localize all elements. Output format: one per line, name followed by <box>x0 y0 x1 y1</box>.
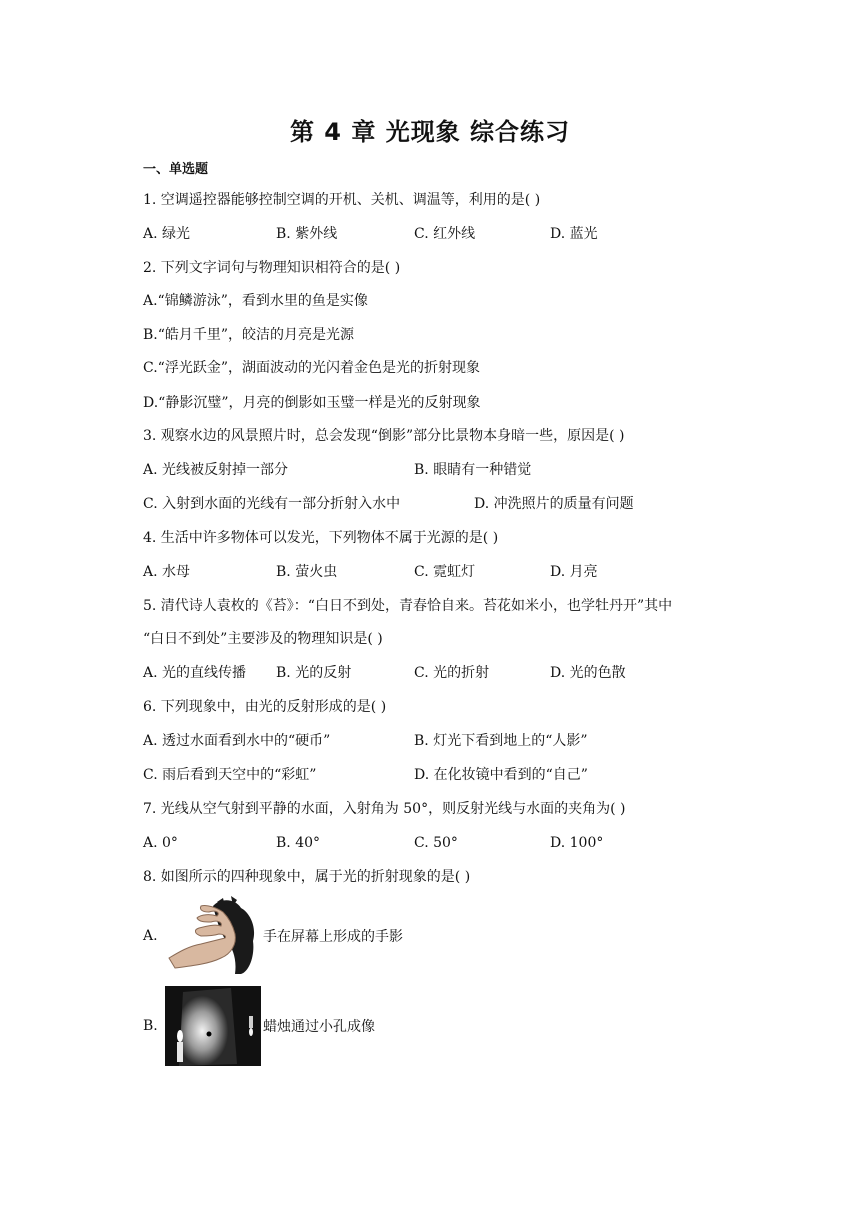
option-caption: 蜡烛通过小孔成像 <box>263 1019 375 1035</box>
option-label: A. <box>143 928 158 944</box>
question-1-stem: 1. 空调遥控器能够控制空调的开机、关机、调温等，利用的是( ) <box>143 192 541 208</box>
hand-shadow-photo-icon <box>165 896 261 976</box>
question-3-option-a[interactable]: A. 光线被反射掉一部分 <box>143 462 289 478</box>
question-2-option-b[interactable]: B.“皓月千里”，皎洁的月亮是光源 <box>143 327 355 343</box>
question-2-stem: 2. 下列文字词句与物理知识相符合的是( ) <box>143 260 401 276</box>
question-6-option-a[interactable]: A. 透过水面看到水中的“硬币” <box>143 733 331 749</box>
section-heading: 一、单选题 <box>143 162 209 177</box>
question-3-option-b[interactable]: B. 眼睛有一种错觉 <box>414 462 532 478</box>
question-1-option-b[interactable]: B. 紫外线 <box>276 226 338 242</box>
question-3-option-d[interactable]: D. 冲洗照片的质量有问题 <box>474 496 634 512</box>
question-1-option-d[interactable]: D. 蓝光 <box>550 226 598 242</box>
question-4-option-d[interactable]: D. 月亮 <box>550 564 598 580</box>
question-5-option-a[interactable]: A. 光的直线传播 <box>143 665 247 681</box>
question-6-option-d[interactable]: D. 在化妆镜中看到的“自己” <box>414 767 588 783</box>
question-8-option-b[interactable] <box>143 986 375 1066</box>
question-1-option-c[interactable]: C. 红外线 <box>414 226 476 242</box>
question-2-option-d[interactable]: D.“静影沉璧”，月亮的倒影如玉璧一样是光的反射现象 <box>143 395 481 411</box>
question-7-option-b[interactable]: B. 40° <box>276 835 321 851</box>
question-7-option-a[interactable]: A. 0° <box>143 835 178 851</box>
option-label: B. <box>143 1018 158 1034</box>
question-3-option-c[interactable]: C. 入射到水面的光线有一部分折射入水中 <box>143 496 401 512</box>
question-7-option-c[interactable]: C. 50° <box>414 835 458 851</box>
question-1-option-a[interactable]: A. 绿光 <box>143 226 191 242</box>
pinhole-candle-photo-icon <box>165 986 261 1066</box>
question-4-option-a[interactable]: A. 水母 <box>143 564 191 580</box>
question-7-stem: 7. 光线从空气射到平静的水面，入射角为 50°，则反射光线与水面的夹角为( ) <box>143 801 626 817</box>
question-8-option-a[interactable] <box>143 896 403 976</box>
question-2-option-a[interactable]: A.“锦鳞游泳”，看到水里的鱼是实像 <box>143 293 368 309</box>
question-5-option-c[interactable]: C. 光的折射 <box>414 665 490 681</box>
question-5-option-d[interactable]: D. 光的色散 <box>550 665 626 681</box>
option-caption: 手在屏幕上形成的手影 <box>263 929 403 945</box>
question-5-stem: 5. 清代诗人袁枚的《苔》：“白日不到处，青春恰自来。苔花如米小，也学牡丹开”其中 <box>143 598 673 614</box>
question-5-option-b[interactable]: B. 光的反射 <box>276 665 352 681</box>
question-5-stem-continued: “白日不到处”主要涉及的物理知识是( ) <box>143 631 383 647</box>
question-6-stem: 6. 下列现象中，由光的反射形成的是( ) <box>143 699 387 715</box>
question-4-option-b[interactable]: B. 萤火虫 <box>276 564 338 580</box>
question-6-option-c[interactable]: C. 雨后看到天空中的“彩虹” <box>143 767 317 783</box>
question-4-option-c[interactable]: C. 霓虹灯 <box>414 564 476 580</box>
question-8-stem: 8. 如图所示的四种现象中，属于光的折射现象的是( ) <box>143 869 471 885</box>
question-7-option-d[interactable]: D. 100° <box>550 835 604 851</box>
question-2-option-c[interactable]: C.“浮光跃金”，湖面波动的光闪着金色是光的折射现象 <box>143 360 480 376</box>
question-3-stem: 3. 观察水边的风景照片时，总会发现“倒影”部分比景物本身暗一些，原因是( ) <box>143 428 625 444</box>
question-4-stem: 4. 生活中许多物体可以发光，下列物体不属于光源的是( ) <box>143 530 499 546</box>
page-title: 第 4 章 光现象 综合练习 <box>289 118 571 146</box>
question-6-option-b[interactable]: B. 灯光下看到地上的“人影” <box>414 733 588 749</box>
